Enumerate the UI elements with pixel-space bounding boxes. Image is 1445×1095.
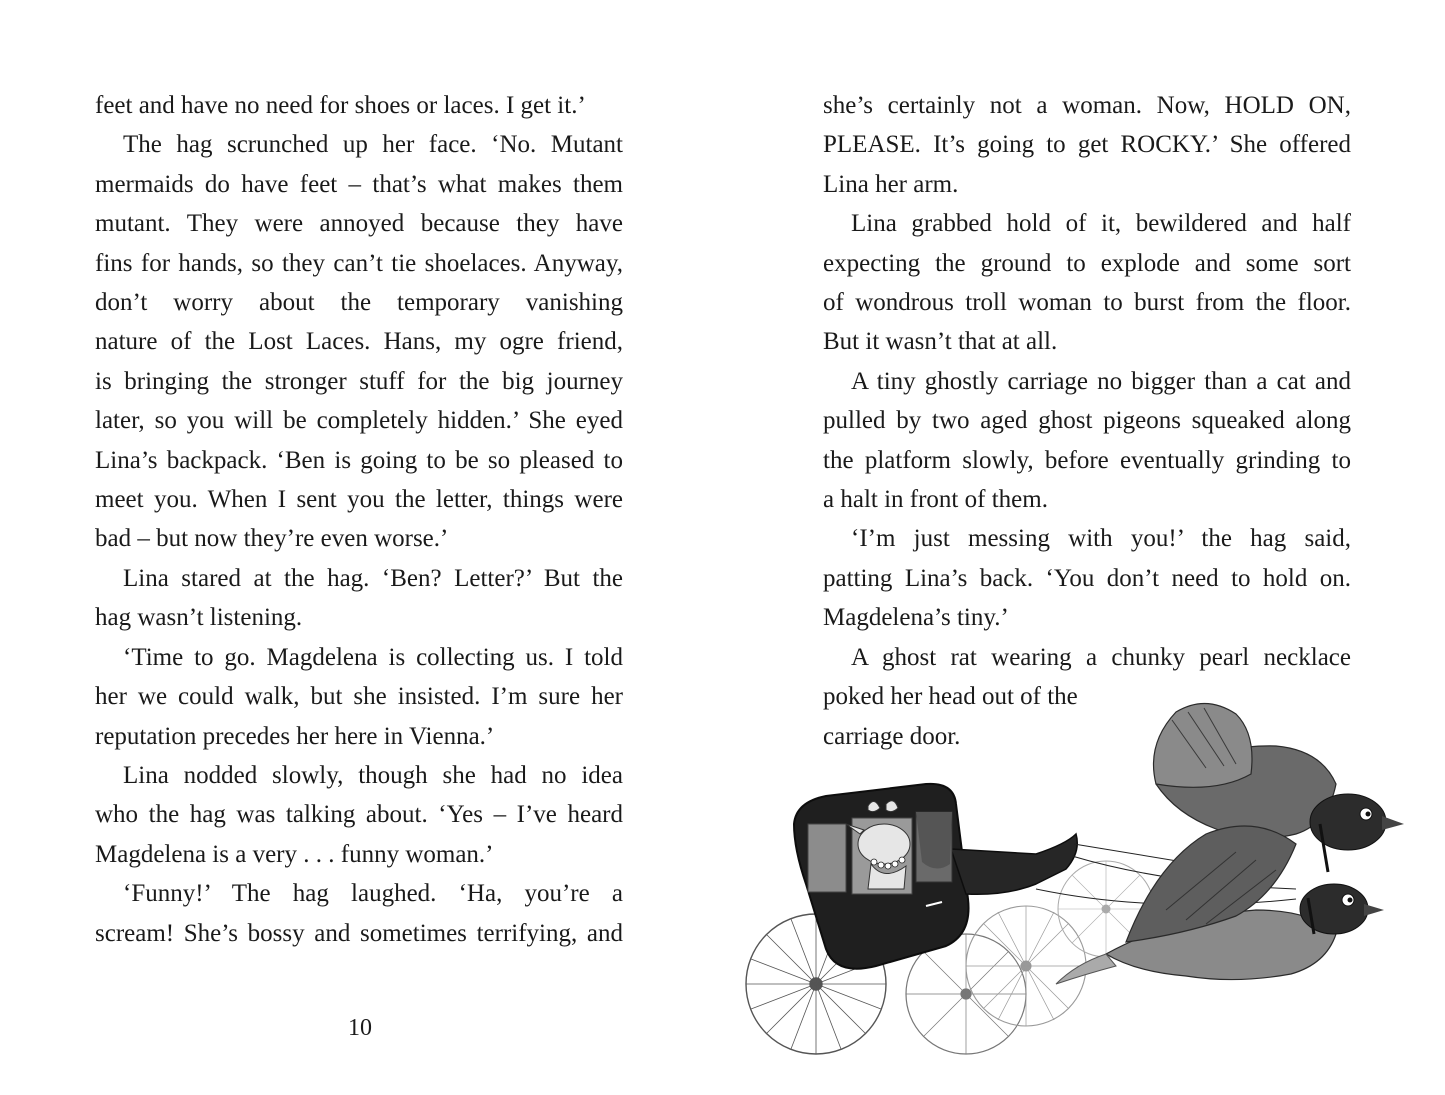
left-page-text-line: Magdelena is a very . . . funny woman.’ (95, 840, 494, 868)
page-number: 10 (348, 1015, 372, 1041)
left-page-text-line: mutant. They were annoyed because they have (95, 210, 623, 238)
right-page-text-line: Lina her arm. (823, 170, 959, 198)
right-page-text-line: the platform slowly, before eventually grinding to (823, 446, 1351, 474)
left-page-text-line: don’t worry about the temporary vanishing (95, 289, 623, 317)
left-page-text-line: ‘Time to go. Magdelena is collecting us. I told (123, 643, 623, 671)
right-page-text-line: expecting the ground to explode and some sort (823, 249, 1351, 277)
left-page-text-line: meet you. When I sent you the letter, things were (95, 486, 623, 514)
left-page-text-line: scream! She’s bossy and sometimes terrifying, and (95, 919, 623, 947)
right-page-text-line: Magdelena’s tiny.’ (823, 604, 1009, 632)
right-page-text-line: carriage door. (823, 722, 961, 750)
right-page-text-line: But it wasn’t that at all. (823, 328, 1058, 356)
left-page-text-line: who the hag was talking about. ‘Yes – I’ve heard (95, 801, 623, 829)
left-page-text-line: is bringing the stronger stuff for the big journey (95, 367, 623, 395)
right-page (722, 0, 1445, 1095)
left-page-text-line: feet and have no need for shoes or laces. I get it.’ (95, 92, 586, 119)
carriage-wheel-front (966, 906, 1086, 1026)
left-page-text-line: ‘Funny!’ The hag laughed. ‘Ha, you’re a (123, 880, 623, 908)
carriage-body (794, 784, 1077, 969)
right-page-text-line: A tiny ghostly carriage no bigger than a cat and (851, 367, 1351, 395)
right-page-text-line: Lina grabbed hold of it, bewildered and half (851, 210, 1351, 238)
right-page-text-line: of wondrous troll woman to burst from the floor. (823, 289, 1351, 317)
left-page-text (95, 86, 623, 953)
left-page-text-line: hag wasn’t listening. (95, 604, 303, 632)
right-page-text-line: a halt in front of them. (823, 486, 1048, 514)
left-page-text-line: reputation precedes her here in Vienna.’ (95, 722, 495, 750)
carriage-illustration (736, 684, 1426, 1064)
right-page-text-line: A ghost rat wearing a chunky pearl necklace (851, 643, 1351, 671)
left-page-text-line: fins for hands, so they can’t tie shoelaces. Anyway, (95, 249, 623, 277)
left-page-text-line: The hag scrunched up her face. ‘No. Mutant (123, 131, 623, 159)
left-page-text-line: mermaids do have feet – that’s what makes them (95, 170, 623, 198)
left-page-text-line: bad – but now they’re even worse.’ (95, 525, 449, 553)
right-page-text-line: poked her head out of the (823, 683, 1078, 711)
right-page-text-line: PLEASE. It’s going to get ROCKY.’ She offered (823, 131, 1351, 159)
right-page-text (823, 86, 1351, 756)
right-page-text-line: pulled by two aged ghost pigeons squeaked along (823, 407, 1351, 435)
left-page-text-line: nature of the Lost Laces. Hans, my ogre friend, (95, 328, 623, 356)
right-page-text-line: she’s certainly not a woman. Now, HOLD ON, (823, 92, 1351, 119)
right-page-text-line: patting Lina’s back. ‘You don’t need to hold on. (823, 564, 1351, 592)
left-page-text-line: Lina stared at the hag. ‘Ben? Letter?’ But the (123, 564, 623, 592)
left-page-text-line: Lina’s backpack. ‘Ben is going to be so pleased to (95, 446, 623, 474)
left-page-text-line: Lina nodded slowly, though she had no idea (123, 761, 623, 789)
left-page (0, 0, 722, 1095)
left-page-text-line: her we could walk, but she insisted. I’m sure her (95, 683, 623, 711)
left-page-text-line: later, so you will be completely hidden.’ She eyed (95, 407, 623, 435)
right-page-text-line: ‘I’m just messing with you!’ the hag said, (851, 525, 1351, 553)
